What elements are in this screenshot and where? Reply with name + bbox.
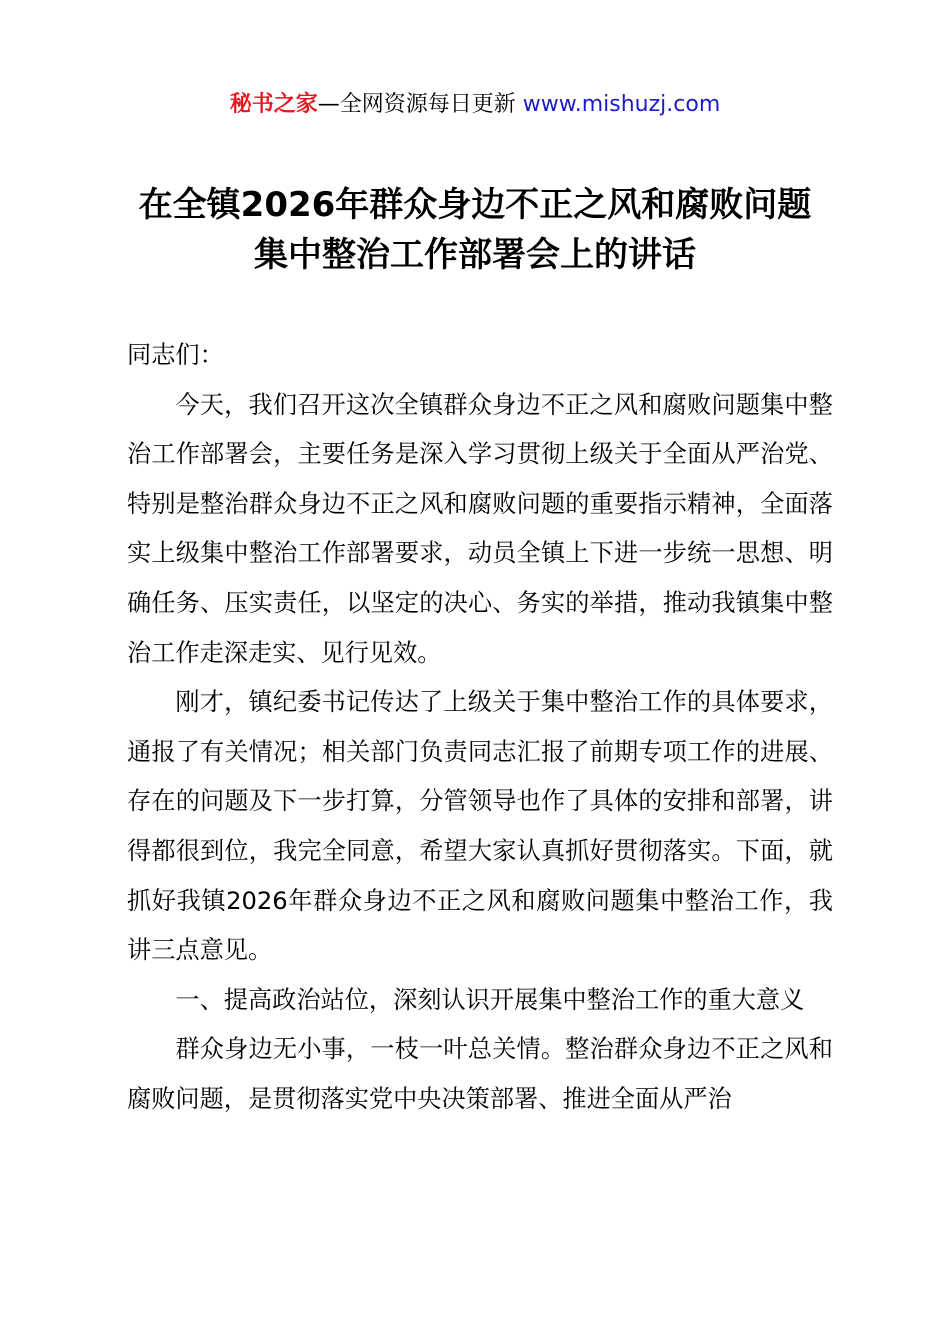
paragraph-opening: 今天，我们召开这次全镇群众身边不正之风和腐败问题集中整治工作部署会，主要任务是深入学习贯彻上级关于全面从严治党、特别是整治群众身边不正之风和腐败问题的重要指示精神，全面落实上级集中整治工作部署要求，动员全镇上下进一步统一思想、明确任务、压实责任，以坚定的决心、务实的举措，推动我镇集中整治工作走深走实、见行见效。 bbox=[127, 390, 833, 667]
site-brand: 秘书之家 bbox=[229, 92, 318, 117]
site-header bbox=[0, 88, 950, 122]
salutation: 同志们： bbox=[127, 341, 224, 369]
document-title bbox=[80, 180, 870, 280]
site-tagline: —全网资源每日更新 bbox=[317, 92, 523, 117]
section-heading-1: 一、提高政治站位，深刻认识开展集中整治工作的重大意义 bbox=[175, 985, 805, 1014]
site-url-link[interactable]: www.mishuzj.com bbox=[522, 92, 721, 117]
title-line-1: 在全镇2026年群众身边不正之风和腐败问题 bbox=[138, 185, 812, 225]
paragraph-section-1: 群众身边无小事，一枝一叶总关情。整治群众身边不正之风和腐败问题，是贯彻落实党中央决策部署、推进全面从严治 bbox=[127, 1035, 833, 1113]
title-line-2: 集中整治工作部署会上的讲话 bbox=[254, 235, 696, 275]
paragraph-context: 刚才，镇纪委书记传达了上级关于集中整治工作的具体要求，通报了有关情况；相关部门负责同志汇报了前期专项工作的进展、存在的问题及下一步打算，分管领导也作了具体的安排和部署，讲得都很到位，我完全同意，希望大家认真抓好贯彻落实。下面，就抓好我镇2026年群众身边不正之风和腐败问题集中整治工作，我讲三点意见。 bbox=[127, 688, 833, 965]
document-body bbox=[127, 331, 833, 1125]
